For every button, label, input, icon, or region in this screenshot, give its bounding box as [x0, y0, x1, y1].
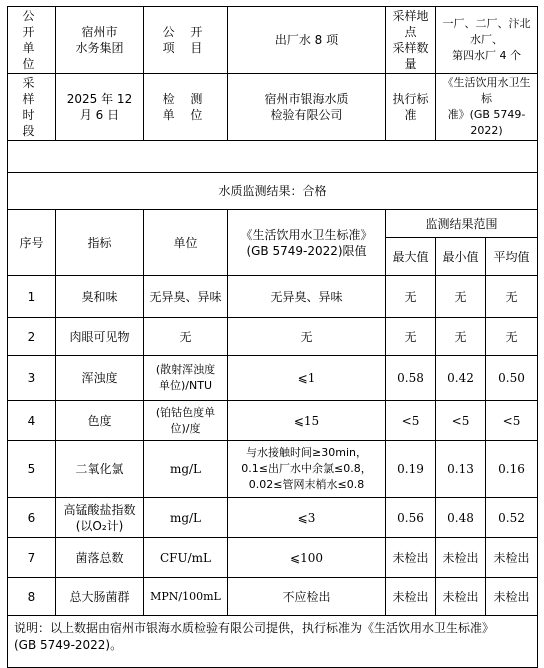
header-row-2 — [8, 74, 538, 141]
table-row — [8, 401, 538, 441]
row-index: 8 — [8, 578, 56, 616]
period-value: 2025 年 12 月 6 日 — [56, 74, 144, 141]
table-row — [8, 441, 538, 498]
footnote: 说明：以上数据由宿州市银海水质检验有限公司提供，执行标准为《生活饮用水卫生标准》 (GB 5749-2022)。 — [8, 616, 538, 668]
row-avg: 0.50 — [486, 356, 538, 401]
table-row — [8, 356, 538, 401]
col-limit: 《生活饮用水卫生标准》 (GB 5749-2022)限值 — [228, 210, 386, 276]
row-avg: 未检出 — [486, 538, 538, 578]
row-unit: mg/L — [144, 498, 228, 538]
row-avg: 0.52 — [486, 498, 538, 538]
row-index: 1 — [8, 276, 56, 318]
row-min: 无 — [436, 276, 486, 318]
spacer-row — [8, 141, 538, 173]
row-min: 0.48 — [436, 498, 486, 538]
row-min: 未检出 — [436, 578, 486, 616]
row-avg: 无 — [486, 276, 538, 318]
row-limit: 与水接触时间≥30min， 0.1≤出厂水中余氯≤0.8， 0.02≤管网末梢水≤0.8 — [228, 441, 386, 498]
row-indicator: 臭和味 — [56, 276, 144, 318]
row-max: 0.19 — [386, 441, 436, 498]
row-unit: 无异臭、异味 — [144, 276, 228, 318]
row-avg: <5 — [486, 401, 538, 441]
row-indicator: 肉眼可见物 — [56, 318, 144, 356]
row-index: 5 — [8, 441, 56, 498]
row-index: 4 — [8, 401, 56, 441]
period-label: 采 样 时 段 — [8, 74, 56, 141]
column-header-row-1 — [8, 210, 538, 238]
row-max: <5 — [386, 401, 436, 441]
row-max: 无 — [386, 276, 436, 318]
row-indicator: 菌落总数 — [56, 538, 144, 578]
row-indicator: 总大肠菌群 — [56, 578, 144, 616]
row-unit: 无 — [144, 318, 228, 356]
row-limit: ⩽100 — [228, 538, 386, 578]
row-indicator: 色度 — [56, 401, 144, 441]
col-indicator: 指标 — [56, 210, 144, 276]
table-row — [8, 498, 538, 538]
col-max: 最大值 — [386, 238, 436, 276]
row-limit: ⩽15 — [228, 401, 386, 441]
row-min: 0.42 — [436, 356, 486, 401]
table-row — [8, 578, 538, 616]
result-row — [8, 173, 538, 210]
table-row — [8, 276, 538, 318]
row-avg: 0.16 — [486, 441, 538, 498]
site-value: 一厂、二厂、汴北水厂、 第四水厂 4 个 — [436, 7, 538, 74]
site-label: 采样地点 采样数量 — [386, 7, 436, 74]
row-avg: 未检出 — [486, 578, 538, 616]
col-avg: 平均值 — [486, 238, 538, 276]
row-avg: 无 — [486, 318, 538, 356]
project-value: 出厂水 8 项 — [228, 7, 386, 74]
row-indicator: 二氧化氯 — [56, 441, 144, 498]
inspect-unit-value: 宿州市银海水质 检验有限公司 — [228, 74, 386, 141]
row-index: 6 — [8, 498, 56, 538]
row-min: 无 — [436, 318, 486, 356]
row-limit: ⩽1 — [228, 356, 386, 401]
table-row — [8, 318, 538, 356]
publish-unit-label: 公 开 单 位 — [8, 7, 56, 74]
row-indicator: 浑浊度 — [56, 356, 144, 401]
row-index: 3 — [8, 356, 56, 401]
row-index: 7 — [8, 538, 56, 578]
row-min: <5 — [436, 401, 486, 441]
water-quality-table — [7, 6, 538, 668]
row-unit: (散射浑浊度 单位)/NTU — [144, 356, 228, 401]
standard-label: 执行标准 — [386, 74, 436, 141]
header-row-1 — [8, 7, 538, 74]
note-row — [8, 616, 538, 668]
row-max: 未检出 — [386, 578, 436, 616]
row-min: 未检出 — [436, 538, 486, 578]
project-label: 公 开 项 目 — [144, 7, 228, 74]
row-limit: 无 — [228, 318, 386, 356]
publish-unit-value: 宿州市 水务集团 — [56, 7, 144, 74]
col-min: 最小值 — [436, 238, 486, 276]
col-range: 监测结果范围 — [386, 210, 538, 238]
row-limit: ⩽3 — [228, 498, 386, 538]
row-max: 0.56 — [386, 498, 436, 538]
col-index: 序号 — [8, 210, 56, 276]
result-text: 水质监测结果：合格 — [8, 173, 538, 210]
row-unit: (铂钴色度单 位)/度 — [144, 401, 228, 441]
row-max: 无 — [386, 318, 436, 356]
row-max: 0.58 — [386, 356, 436, 401]
row-unit: mg/L — [144, 441, 228, 498]
row-indicator: 高锰酸盐指数 (以O₂计) — [56, 498, 144, 538]
standard-value: 《生活饮用水卫生标 准》(GB 5749-2022) — [436, 74, 538, 141]
row-index: 2 — [8, 318, 56, 356]
table-row — [8, 538, 538, 578]
row-unit: CFU/mL — [144, 538, 228, 578]
row-limit: 不应检出 — [228, 578, 386, 616]
inspect-unit-label: 检 测 单 位 — [144, 74, 228, 141]
spacer-cell — [8, 141, 538, 173]
row-max: 未检出 — [386, 538, 436, 578]
row-limit: 无异臭、异味 — [228, 276, 386, 318]
row-unit: MPN/100mL — [144, 578, 228, 616]
row-min: 0.13 — [436, 441, 486, 498]
col-unit: 单位 — [144, 210, 228, 276]
